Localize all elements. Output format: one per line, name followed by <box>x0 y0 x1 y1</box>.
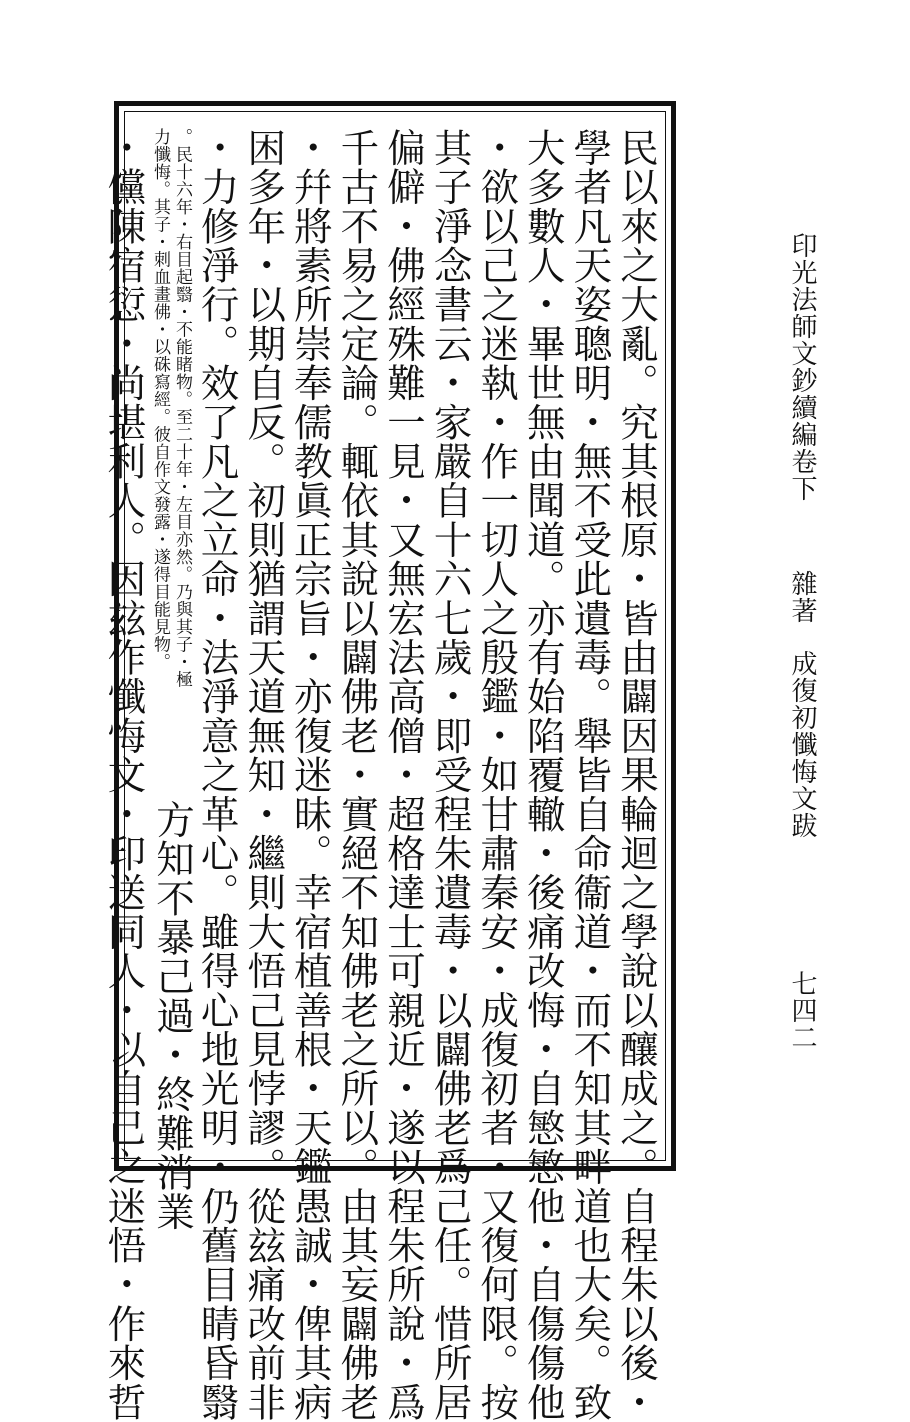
text-column-8: ・幷將素所崇奉儒教眞正宗旨・亦復迷昧。幸宿植善根・天鑑愚誠・俾其病 <box>287 128 333 1422</box>
text-column-3: 大多數人・畢世無由聞道。亦有始陷覆轍・後痛改悔・自慜慜他・自傷傷他 <box>520 128 566 1422</box>
text-column-9: 困多年・以期自反。初則猶謂天道無知・繼則大悟己見悖謬。從玆痛改前非 <box>241 128 287 1422</box>
page-number: 七四二 <box>787 970 817 1051</box>
text-column-7: 千古不易之定論。輒依其說以闢佛老・實絕不知佛老之所以。由其妄闢佛老 <box>334 128 380 1422</box>
text-column-1: 民以來之大亂。究其根原・皆由闢因果輪迴之學說以釀成之。自程朱以後・ <box>614 128 659 1422</box>
article-title: 成復初懺悔文跋 <box>787 650 817 839</box>
text-column-4: ・欲以己之迷執・作一切人之殷鑑・如甘肅秦安・成復初者・又復何限。按 <box>474 128 520 1422</box>
text-column-10: ・力修淨行。效了凡之立命・法淨意之革心。雖得心地光明・仍舊目睛昏翳 <box>194 128 240 1422</box>
text-column-last: ・儻陳宿愆・尚堪利人。因玆作懺悔文・印送同人・以自己之迷悟・作來哲 <box>101 128 147 1422</box>
text-column-5: 其子淨念書云・家嚴自十六七歲・即受程朱遺毒・以闢佛老爲己任。惜所居 <box>427 128 473 1422</box>
note-continuation: 方知不暴己過・終難消業 <box>150 800 195 1232</box>
section-label: 雜著 <box>787 570 817 624</box>
note-line-2: 力懺悔。其子・刺血畫佛・以硃寫經。彼自作文發露・遂得目能見物。 <box>150 128 170 671</box>
text-column-2: 學者凡天姿聰明・無不受此遺毒。舉皆自命衞道・而不知其畔道也大矣。致 <box>567 128 613 1422</box>
book-title: 印光法師文鈔續編卷下 <box>787 232 817 502</box>
note-line-1: 。民十六年・右目起翳・不能睹物。至二十年・左目亦然。乃與其子・極 <box>172 128 192 688</box>
text-column-6: 偏僻・佛經殊難一見・又無宏法高僧・超格達士可親近・遂以程朱所說・爲 <box>381 128 426 1422</box>
